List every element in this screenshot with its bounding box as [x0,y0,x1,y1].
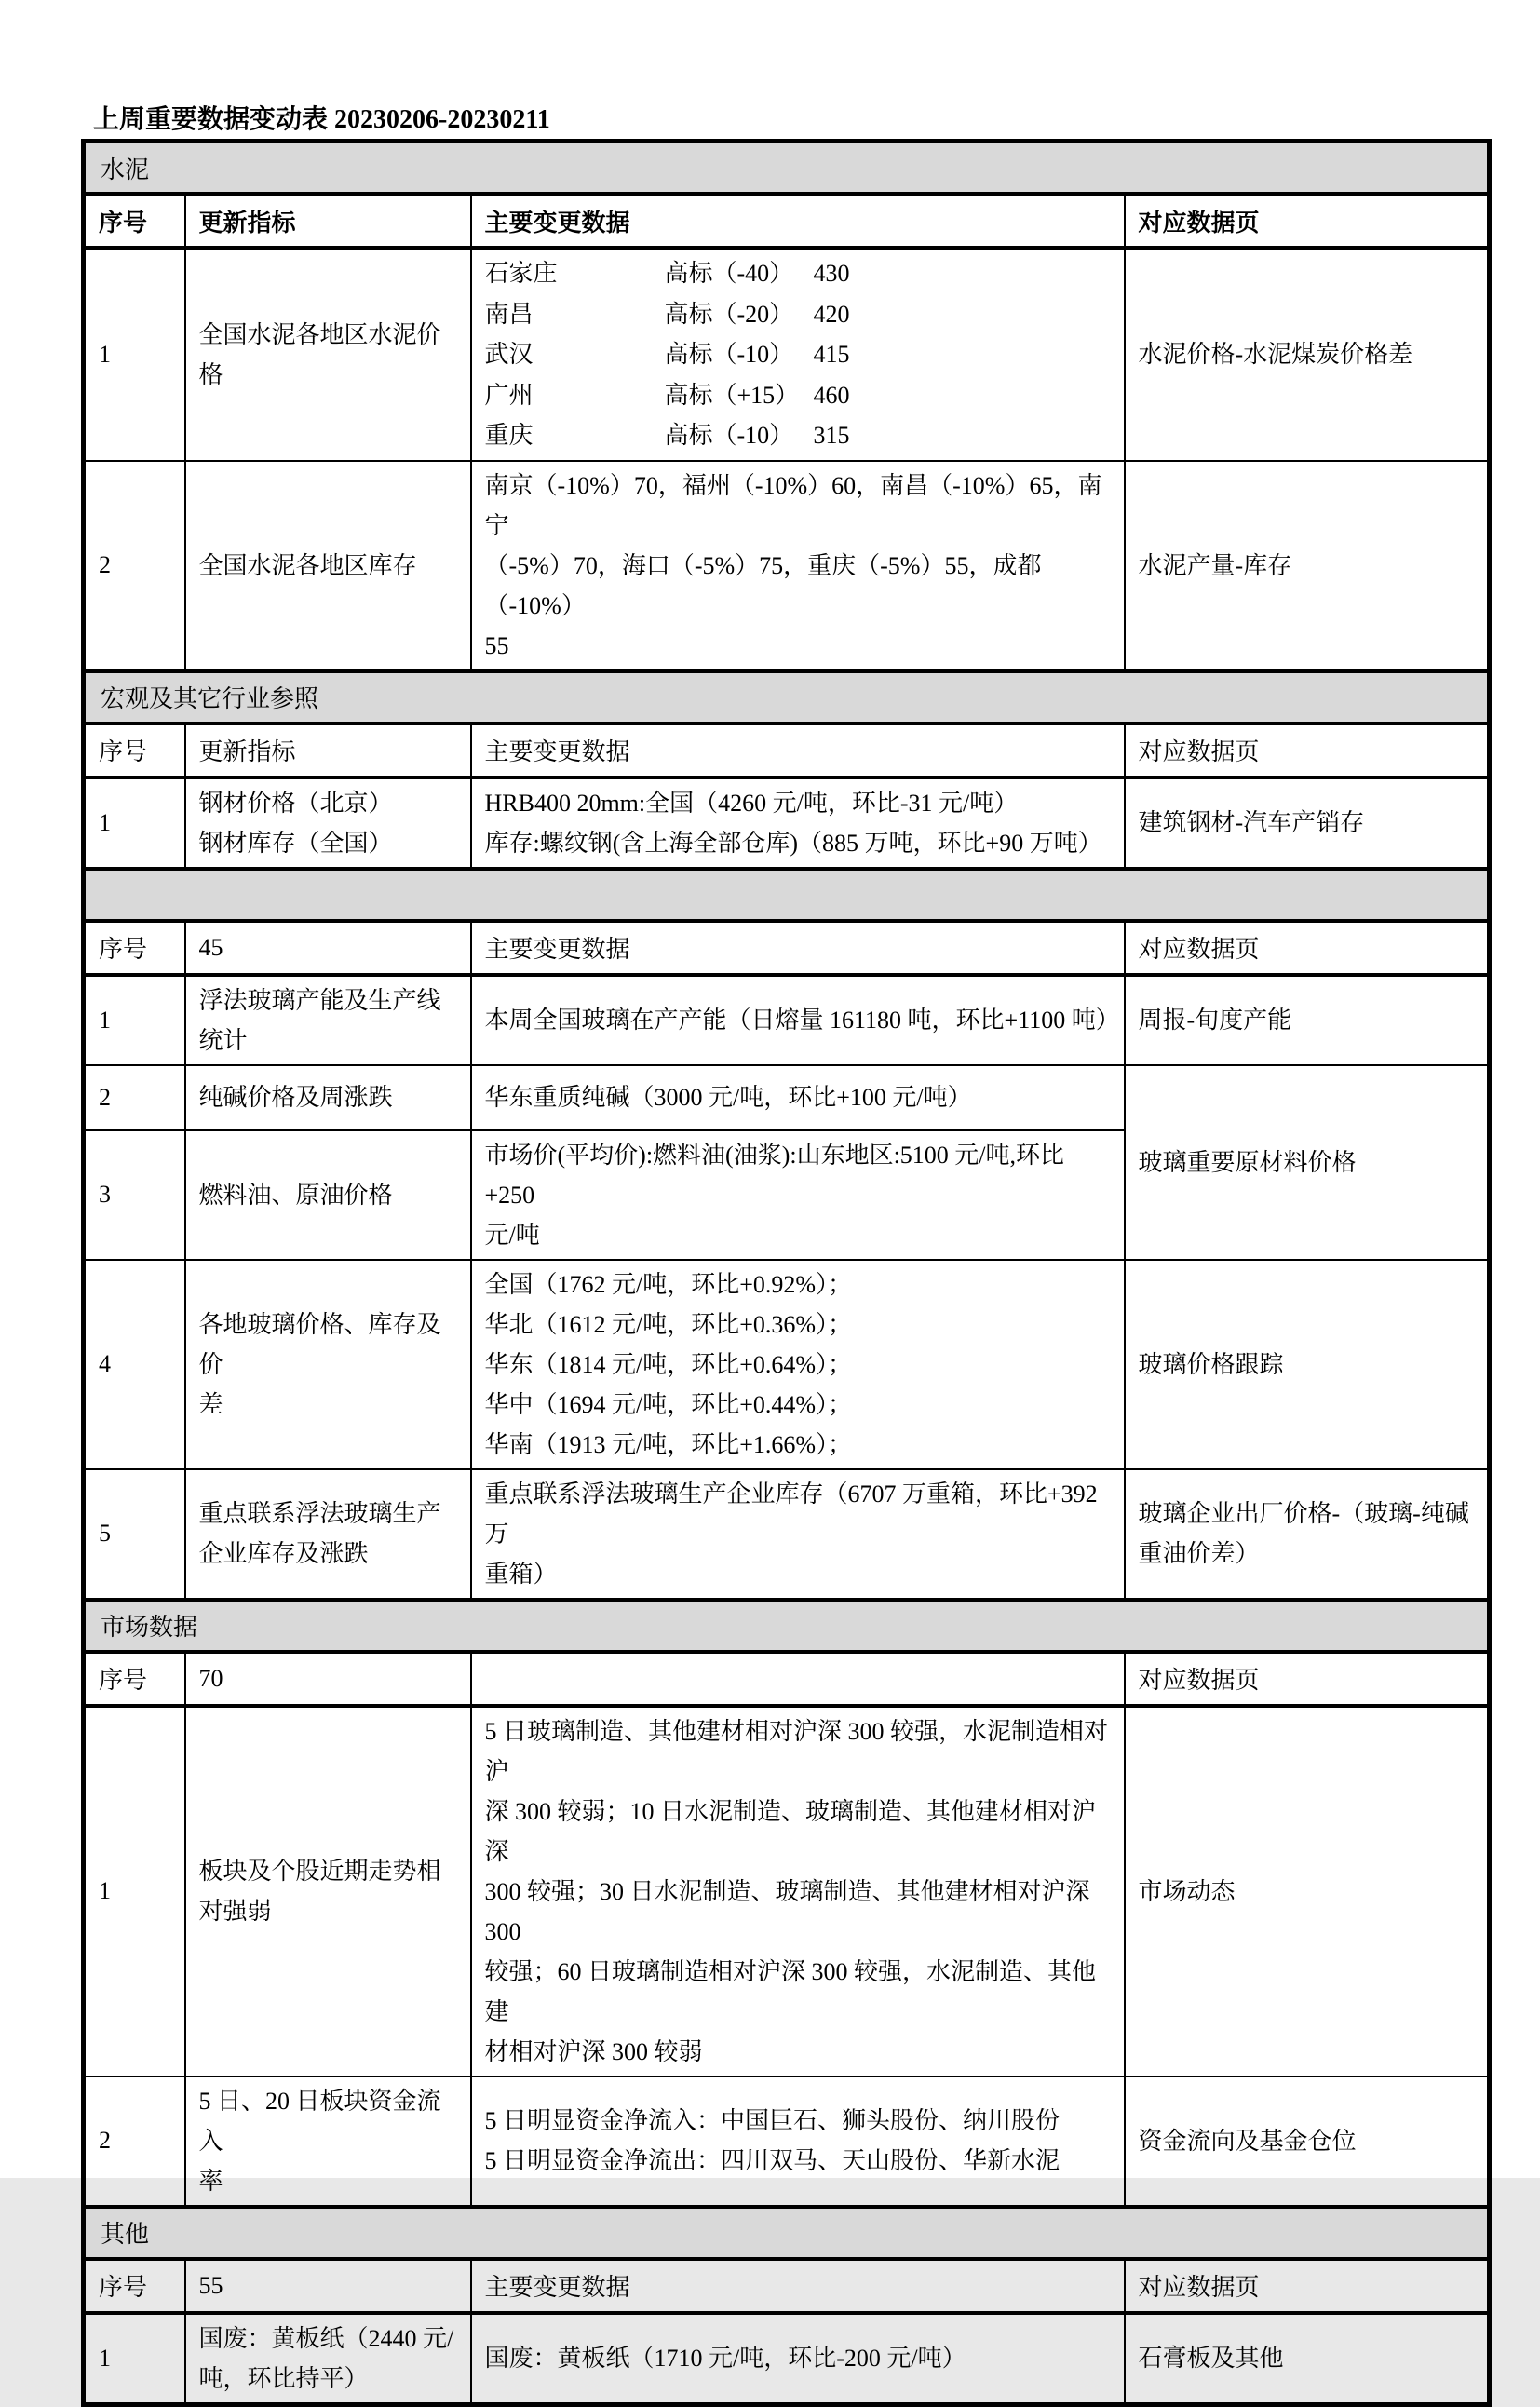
column-header: 序号 [84,2259,185,2313]
data-line: 南京（-10%）70，福州（-10%）60，南昌（-10%）65，南宁 [484,471,1102,539]
column-header: 主要变更数据 [471,723,1125,778]
column-header [471,1652,1125,1706]
section-band-row [84,142,1490,195]
row-number-cell: 1 [84,1706,185,2076]
page-cell [1125,2313,1490,2405]
price-value: 420 [813,300,850,328]
price-line [485,415,1113,456]
data-line: 55 [484,631,509,659]
column-header: 45 [185,921,471,975]
indicator-cell [185,975,471,1065]
data-line: 材相对沪深 300 较弱 [484,2037,703,2065]
data-line: 5 日明显资金净流出：四川双马、天山股份、华新水泥 [484,2147,1060,2174]
indicator-line: 全国水泥各地区水泥价 [198,320,441,348]
row-number-cell: 5 [84,1469,185,1600]
column-header: 对应数据页 [1125,723,1490,778]
indicator-line: 钢材库存（全国） [198,829,393,857]
column-header-row [84,2259,1490,2313]
data-line: 较强；60 日玻璃制造相对沪深 300 较强，水泥制造、其他建 [484,1957,1097,2025]
column-header: 主要变更数据 [471,921,1125,975]
indicator-line: 国废：黄板纸（2440 元/ [198,2324,454,2352]
data-cell [471,2313,1125,2405]
data-cell [471,1260,1125,1469]
page-line: 市场动态 [1138,1877,1236,1905]
row-number-cell: 1 [84,975,185,1065]
table-row [84,2076,1490,2207]
data-line: 国废：黄板纸（1710 元/吨，环比-200 元/吨） [484,2345,966,2372]
indicator-line: 统计 [198,1026,248,1054]
price-value: 315 [813,422,850,449]
page-line: 重油价差） [1138,1540,1260,1567]
column-header: 序号 [84,194,185,248]
data-cell [471,1065,1125,1130]
data-line: 库存:螺纹钢(含上海全部仓库)（885 万吨，环比+90 万吨） [484,829,1102,857]
page-line: 周报-旬度产能 [1138,1007,1292,1034]
indicator-cell [185,1260,471,1469]
price-value: 415 [813,341,850,368]
section-band: 市场数据 [84,1600,1490,1652]
page-cell [1125,1260,1490,1469]
column-header: 对应数据页 [1125,2259,1490,2313]
section-band-row [84,869,1490,921]
indicator-line: 企业库存及涨跌 [198,1540,369,1567]
table-row [84,1706,1490,2076]
data-line: 300 较强；30 日水泥制造、玻璃制造、其他建材相对沪深 300 [484,1877,1090,1945]
section-band-row [84,671,1490,723]
indicator-line: 纯碱价格及周涨跌 [198,1084,393,1111]
data-line: 5 日明显资金净流入：中国巨石、狮头股份、纳川股份 [484,2107,1060,2134]
row-number-cell: 3 [84,1130,185,1260]
price-line [485,294,1113,335]
indicator-line: 率 [198,2167,223,2195]
data-line: HRB400 20mm:全国（4260 元/吨，环比-31 元/吨） [484,789,1019,817]
column-header: 对应数据页 [1125,194,1490,248]
indicator-cell [185,1130,471,1260]
data-line: 华北（1612 元/吨，环比+0.36%）； [484,1310,853,1338]
indicator-line: 钢材价格（北京） [198,789,393,817]
table-row [84,461,1490,671]
data-cell [471,975,1125,1065]
data-cell [471,2076,1125,2207]
data-line: 重点联系浮法玻璃生产企业库存（6707 万重箱，环比+392 万 [484,1480,1098,1548]
column-header: 序号 [84,921,185,975]
page-title: 上周重要数据变动表 20230206-20230211 [93,105,550,134]
column-header: 主要变更数据 [471,2259,1125,2313]
page-line: 水泥产量-库存 [1138,551,1292,579]
table-body [84,142,1490,2405]
column-header: 55 [185,2259,471,2313]
column-header: 序号 [84,723,185,778]
data-cell [471,461,1125,671]
data-cell [471,248,1125,461]
page-cell [1125,2076,1490,2207]
page-line: 建筑钢材-汽车产销存 [1138,809,1365,836]
data-line: 华南（1913 元/吨，环比+1.66%）； [484,1430,853,1458]
column-header: 主要变更数据 [471,194,1125,248]
indicator-line: 燃料油、原油价格 [198,1181,393,1209]
indicator-cell [185,2076,471,2207]
indicator-line: 吨，环比持平） [198,2364,369,2392]
indicator-line: 重点联系浮法玻璃生产 [198,1500,441,1527]
grade-label: 高标（-20） [664,300,794,328]
column-header-row [84,921,1490,975]
table-row [84,975,1490,1065]
grade-label: 高标（-10） [664,422,794,449]
table-row [84,1065,1490,1130]
page-line: 玻璃重要原材料价格 [1138,1148,1357,1176]
column-header: 70 [185,1652,471,1706]
data-line: （-5%）70，海口（-5%）75，重庆（-5%）55，成都（-10%） [484,551,1042,619]
price-value: 460 [813,381,850,409]
page-cell [1125,975,1490,1065]
data-line: 元/吨 [484,1221,540,1249]
row-number-cell: 1 [84,778,185,869]
data-line: 5 日玻璃制造、其他建材相对沪深 300 较强，水泥制造相对沪 [484,1717,1109,1785]
page-line: 石膏板及其他 [1138,2345,1284,2372]
section-band-empty [84,869,1490,921]
table-row [84,1469,1490,1600]
row-number-cell: 4 [84,1260,185,1469]
table-row [84,1260,1490,1469]
table-row [84,778,1490,869]
indicator-line: 5 日、20 日板块资金流入 [198,2087,441,2155]
city-name: 石家庄 [484,260,558,287]
city-name: 南昌 [484,300,534,328]
city-name: 武汉 [484,341,534,368]
data-line: 全国（1762 元/吨，环比+0.92%）； [484,1270,853,1298]
data-cell [471,778,1125,869]
city-name: 重庆 [484,422,534,449]
section-band: 宏观及其它行业参照 [84,671,1490,723]
indicator-cell [185,2313,471,2405]
column-header-row [84,1652,1490,1706]
price-line [485,334,1113,375]
page-line: 水泥价格-水泥煤炭价格差 [1138,341,1413,369]
column-header: 更新指标 [185,194,471,248]
data-cell [471,1706,1125,2076]
column-header-row [84,723,1490,778]
indicator-line: 差 [198,1390,223,1418]
row-number-cell: 2 [84,2076,185,2207]
column-header-row [84,194,1490,248]
indicator-cell [185,1469,471,1600]
indicator-cell [185,778,471,869]
section-band-row [84,2207,1490,2259]
row-number-cell: 2 [84,461,185,671]
data-cell [471,1469,1125,1600]
data-table [81,139,1492,2407]
price-line [485,253,1113,294]
indicator-line: 各地玻璃价格、库存及价 [198,1310,441,1378]
data-line: 华东（1814 元/吨，环比+0.64%）； [484,1350,853,1378]
indicator-cell [185,1065,471,1130]
page-cell [1125,248,1490,461]
indicator-line: 浮法玻璃产能及生产线 [198,986,441,1014]
data-line: 华东重质纯碱（3000 元/吨，环比+100 元/吨） [484,1084,972,1111]
page-cell [1125,1706,1490,2076]
indicator-line: 对强弱 [198,1898,272,1925]
indicator-line: 板块及个股近期走势相 [198,1858,441,1885]
column-header: 序号 [84,1652,185,1706]
row-number-cell: 1 [84,248,185,461]
section-band-row [84,1600,1490,1652]
table-row [84,248,1490,461]
page-cell [1125,461,1490,671]
section-band: 其他 [84,2207,1490,2259]
table-row [84,2313,1490,2405]
column-header: 对应数据页 [1125,1652,1490,1706]
row-number-cell: 2 [84,1065,185,1130]
data-line: 市场价(平均价):燃料油(油浆):山东地区:5100 元/吨,环比+250 [484,1141,1065,1209]
grade-label: 高标（+15） [664,381,800,409]
page-cell [1125,778,1490,869]
page-cell [1125,1469,1490,1600]
row-number-cell: 1 [84,2313,185,2405]
price-value: 430 [813,260,850,287]
data-line: 本周全国玻璃在产产能（日熔量 161180 吨，环比+1100 吨） [484,1007,1120,1034]
price-line [485,375,1113,416]
grade-label: 高标（-10） [664,341,794,368]
page-cell [1125,1065,1490,1260]
data-line: 重箱） [484,1560,558,1588]
indicator-line: 全国水泥各地区库存 [198,551,417,579]
data-line: 深 300 较弱；10 日水泥制造、玻璃制造、其他建材相对沪深 [484,1797,1097,1865]
indicator-line: 格 [198,360,223,388]
grade-label: 高标（-40） [664,260,794,287]
column-header: 对应数据页 [1125,921,1490,975]
column-header: 更新指标 [185,723,471,778]
data-line: 华中（1694 元/吨，环比+0.44%）； [484,1390,853,1418]
page-line: 玻璃价格跟踪 [1138,1350,1284,1378]
data-cell [471,1130,1125,1260]
city-name: 广州 [484,381,534,409]
indicator-cell [185,461,471,671]
page-line: 玻璃企业出厂价格-（玻璃-纯碱 [1138,1500,1469,1527]
page-line: 资金流向及基金仓位 [1138,2127,1357,2155]
indicator-cell [185,1706,471,2076]
section-band: 水泥 [84,142,1490,195]
indicator-cell [185,248,471,461]
